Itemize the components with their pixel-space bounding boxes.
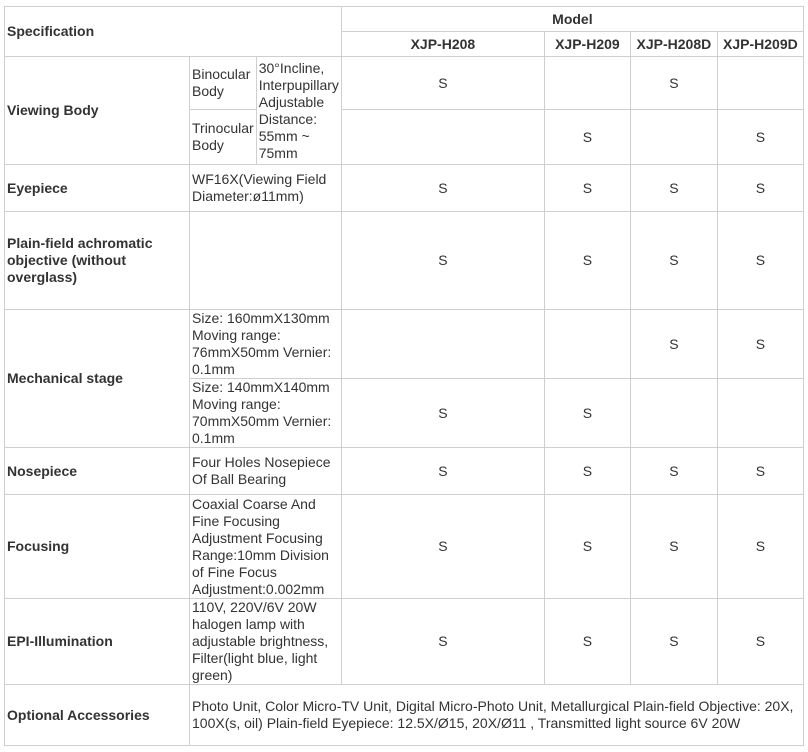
mark-cell: S [717, 599, 803, 685]
mark-cell: S [544, 495, 630, 599]
row-label-optional-accessories: Optional Accessories [5, 685, 190, 746]
optional-accessories-text: Photo Unit, Color Micro-TV Unit, Digital Micro-Photo Unit, Metallurgical Plain-field Objective: 20X, 100X(s, oil) Plain-field Eyepiece: 12.5X/Ø15, 20X/Ø11 , Transmitted light source 6V 20W [190, 685, 804, 746]
mark-cell [717, 379, 803, 448]
mark-cell [717, 57, 803, 110]
row-label-focusing: Focusing [5, 495, 190, 599]
model-header: Model [341, 7, 803, 32]
mark-cell: S [630, 310, 717, 379]
row-label-viewing-body: Viewing Body [5, 57, 190, 165]
row-label-mechanical-stage: Mechanical stage [5, 310, 190, 448]
mark-cell [544, 310, 630, 379]
mark-cell: S [544, 110, 630, 165]
mechanical-stage-spec-a: Size: 160mmX130mm Moving range: 76mmX50mm Vernier: 0.1mm [190, 310, 342, 379]
mark-cell: S [341, 448, 544, 495]
mark-cell: S [717, 110, 803, 165]
trinocular-body-label: Trinocular Body [190, 110, 257, 165]
row-label-eyepiece: Eyepiece [5, 165, 190, 212]
eyepiece-spec: WF16X(Viewing Field Diameter:ø11mm) [190, 165, 342, 212]
mark-cell: S [630, 212, 717, 310]
mark-cell [341, 310, 544, 379]
nosepiece-spec: Four Holes Nosepiece Of Ball Bearing [190, 448, 342, 495]
specification-table [4, 6, 804, 746]
mark-cell [630, 110, 717, 165]
mark-cell: S [544, 379, 630, 448]
mark-cell: S [717, 165, 803, 212]
objective-spec [190, 212, 342, 310]
mark-cell: S [544, 448, 630, 495]
mark-cell [341, 110, 544, 165]
model-xjp-h208d: XJP-H208D [630, 32, 717, 57]
model-xjp-h208: XJP-H208 [341, 32, 544, 57]
mark-cell: S [341, 495, 544, 599]
mark-cell: S [630, 57, 717, 110]
mark-cell: S [630, 495, 717, 599]
viewing-body-spec: 30°Incline, Interpupillary Adjustable Distance: 55mm ~ 75mm [256, 57, 341, 165]
row-label-objective: Plain-field achromatic objective (without overglass) [5, 212, 190, 310]
mark-cell: S [630, 165, 717, 212]
mechanical-stage-spec-b: Size: 140mmX140mm Moving range: 70mmX50mm Vernier: 0.1mm [190, 379, 342, 448]
mark-cell: S [341, 165, 544, 212]
mark-cell: S [717, 448, 803, 495]
mark-cell: S [630, 448, 717, 495]
mark-cell: S [717, 310, 803, 379]
model-xjp-h209d: XJP-H209D [717, 32, 803, 57]
model-xjp-h209: XJP-H209 [544, 32, 630, 57]
mark-cell: S [341, 57, 544, 110]
row-label-nosepiece: Nosepiece [5, 448, 190, 495]
focusing-spec: Coaxial Coarse And Fine Focusing Adjustment Focusing Range:10mm Division of Fine Focus Adjustment:0.002mm [190, 495, 342, 599]
epi-illumination-spec: 110V, 220V/6V 20W halogen lamp with adjustable brightness, Filter(light blue, light green) [190, 599, 342, 685]
mark-cell: S [544, 212, 630, 310]
mark-cell: S [717, 495, 803, 599]
mark-cell [544, 57, 630, 110]
row-label-epi-illumination: EPI-Illumination [5, 599, 190, 685]
mark-cell: S [341, 212, 544, 310]
specification-header: Specification [5, 7, 342, 57]
mark-cell: S [341, 379, 544, 448]
mark-cell: S [630, 599, 717, 685]
mark-cell: S [341, 599, 544, 685]
mark-cell [630, 379, 717, 448]
binocular-body-label: Binocular Body [190, 57, 257, 110]
mark-cell: S [544, 599, 630, 685]
mark-cell: S [717, 212, 803, 310]
mark-cell: S [544, 165, 630, 212]
